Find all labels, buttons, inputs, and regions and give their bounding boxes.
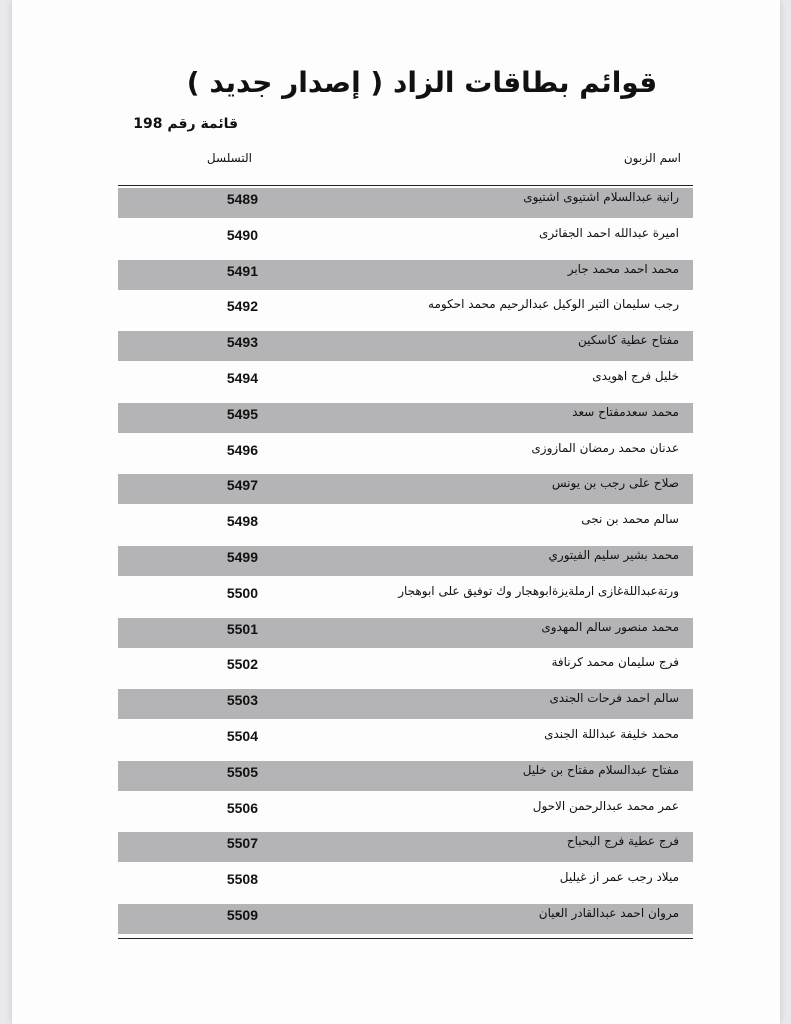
serial-cell: 5496 xyxy=(226,441,258,458)
customer-name-cell: رانية عبدالسلام اشتيوى اشتيوى xyxy=(523,190,679,204)
customer-name-cell: عمر محمد عبدالرحمن الاحول xyxy=(532,798,679,813)
serial-cell: 5492 xyxy=(226,298,258,315)
customer-name-cell: محمد سعدمفتاح سعد xyxy=(572,404,679,419)
table-row xyxy=(118,902,693,938)
table-row xyxy=(118,508,693,544)
table-row xyxy=(118,401,693,437)
table-row xyxy=(118,830,693,866)
customer-name-cell: محمد منصور سالم المهدوى xyxy=(541,619,679,634)
customer-name-cell: محمد احمد محمد جابر xyxy=(567,261,679,276)
table-row xyxy=(118,687,693,723)
serial-cell: 5501 xyxy=(226,620,258,637)
serial-cell: 5509 xyxy=(226,906,258,923)
serial-cell: 5508 xyxy=(226,871,258,888)
customer-name-cell: خليل فرج اهويدى xyxy=(592,368,679,383)
customer-name-cell: فرج عطية فرج البحباح xyxy=(566,834,679,849)
table-row xyxy=(118,293,693,329)
customer-name-cell: محمد بشير سليم الفيتوري xyxy=(548,547,679,562)
serial-cell: 5497 xyxy=(226,477,258,494)
customer-name-column-header: اسم الزبون xyxy=(623,151,681,165)
table-row xyxy=(118,866,693,902)
serial-cell: 5502 xyxy=(226,656,258,673)
serial-cell: 5494 xyxy=(226,369,258,386)
customer-name-cell: رجب سليمان التير الوكيل عبدالرحيم محمد احكومه xyxy=(428,297,679,312)
table-row xyxy=(118,437,693,473)
customer-name-cell: مروان احمد عبدالقادر العيان xyxy=(538,905,679,920)
serial-cell: 5506 xyxy=(226,799,258,816)
serial-cell: 5491 xyxy=(226,262,258,279)
serial-cell: 5500 xyxy=(226,584,258,601)
serial-cell: 5493 xyxy=(226,334,258,351)
table-row xyxy=(118,472,693,508)
table-row xyxy=(118,329,693,365)
customer-name-cell: سالم محمد بن نجى xyxy=(581,512,679,527)
serial-cell: 5499 xyxy=(226,548,258,565)
table-row xyxy=(118,651,693,687)
serial-column-header: التسلسل xyxy=(206,151,252,165)
table-row xyxy=(118,759,693,795)
table-row xyxy=(118,258,693,294)
table-row xyxy=(118,544,693,580)
customer-name-cell: فرج سليمان محمد كرنافة xyxy=(551,655,679,670)
table-row xyxy=(118,186,693,222)
serial-cell: 5507 xyxy=(226,835,258,852)
serial-cell: 5490 xyxy=(226,226,258,243)
customer-name-cell: مفتاح عطية كاسكين xyxy=(577,333,679,348)
customer-name-cell: ميلاد رجب عمر از غيليل xyxy=(559,870,679,885)
customer-name-cell: سالم احمد فرحات الجندى xyxy=(549,691,679,706)
serial-cell: 5495 xyxy=(226,405,258,422)
table-row xyxy=(118,222,693,258)
table-row xyxy=(118,580,693,616)
customer-name-cell: صلاح على رجب بن يونس xyxy=(551,476,679,491)
customers-table xyxy=(118,185,693,939)
serial-cell: 5489 xyxy=(226,191,258,207)
serial-cell: 5505 xyxy=(226,763,258,780)
serial-cell: 5504 xyxy=(226,727,258,744)
customer-name-cell: ورتةعبداللةغازى ارملةيزةابوهجار وك توفيق على ابوهجار xyxy=(398,583,679,598)
customer-name-cell: عدنان محمد رمضان المازوزى xyxy=(531,440,679,455)
document-title: قوائم بطاقات الزاد ( إصدار جديد ) xyxy=(186,66,658,99)
table-row xyxy=(118,365,693,401)
serial-cell: 5503 xyxy=(226,692,258,709)
list-number: قائمة رقم 198 xyxy=(133,116,238,132)
table-row xyxy=(118,616,693,652)
document-page xyxy=(12,0,780,1024)
customer-name-cell: مفتاح عبدالسلام مفتاح بن خليل xyxy=(522,762,679,777)
customer-name-cell: محمد خليفة عبداللة الجندى xyxy=(544,726,679,741)
customer-name-cell: اميرة عبدالله احمد الجفائرى xyxy=(538,225,679,240)
serial-cell: 5498 xyxy=(226,513,258,530)
table-row xyxy=(118,795,693,831)
table-row xyxy=(118,723,693,759)
